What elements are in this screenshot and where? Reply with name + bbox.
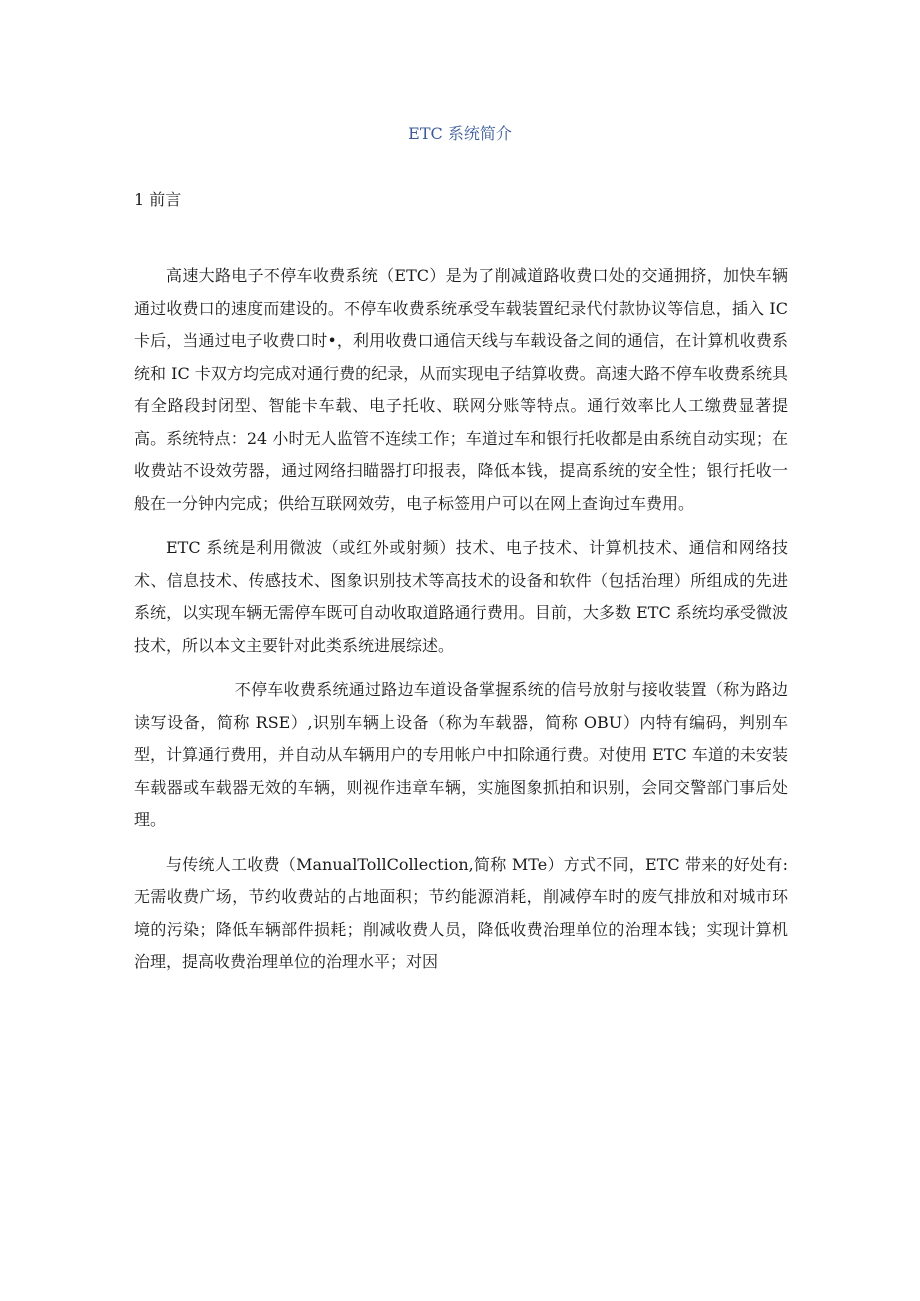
document-title: ETC 系统简介 [408,124,512,143]
paragraph-benefits: 与传统人工收费（ManualTollCollection,简称 MTe）方式不同，ETC 带来的好处有:无需收费广场，节约收费站的占地面积；节约能源消耗，削减停车时的废气排放和对城市环境的污染；降低车辆部件损耗；削减收费人员，降低收费治理单位的治理本钱；实现计算机治理，提高收费治理单位的治理水平；对因 [134,854,788,971]
paragraph-etc-technology: ETC 系统是利用微波（或红外或射频）技术、电子技术、计算机技术、通信和网络技术、信息技术、传感技术、图象识别技术等高技术的设备和软件（包括治理）所组成的先进系统，以实现车辆无需停车既可自动收取道路通行费用。目前，大多数 ETC 系统均承受微波技术，所以本文主要针对此类系统进展综述。 [134,538,788,655]
section-heading: 1 前言 [134,190,182,209]
paragraph-system-operation: 不停车收费系统通过路边车道设备掌握系统的信号放射与接收装置（称为路边读写设备，简称 RSE）,识别车辆上设备（称为车载器，简称 OBU）内特有编码，判别车型，计算通行费用，并自动从车辆用户的专用帐户中扣除通行费。对使用 ETC 车道的未安装车载器或车载器无效的车辆，则视作违章车辆，实施图象抓拍和识别，会同交警部门事后处理。 [134,680,788,829]
paragraph-intro: 高速大路电子不停车收费系统（ETC）是为了削减道路收费口处的交通拥挤，加快车辆通过收费口的速度而建设的。不停车收费系统承受车载装置纪录代付款协议等信息，插入 IC 卡后，当通过电子收费口时•，利用收费口通信天线与车载设备之间的通信，在计算机收费系统和 IC 卡双方均完成对通行费的纪录，从而实现电子结算收费。高速大路不停车收费系统具有全路段封闭型、智能卡车载、电子托收、联网分账等特点。通行效率比人工缴费显著提高。系统特点：24 小时无人监管不连续工作；车道过车和银行托收都是由系统自动实现；在收费站不设效劳器，通过网络扫瞄器打印报表，降低本钱，提高系统的安全性；银行托收一般在一分钟内完成；供给互联网效劳，电子标签用户可以在网上查询过车费用。 [134,266,788,513]
document-body [134,260,788,991]
